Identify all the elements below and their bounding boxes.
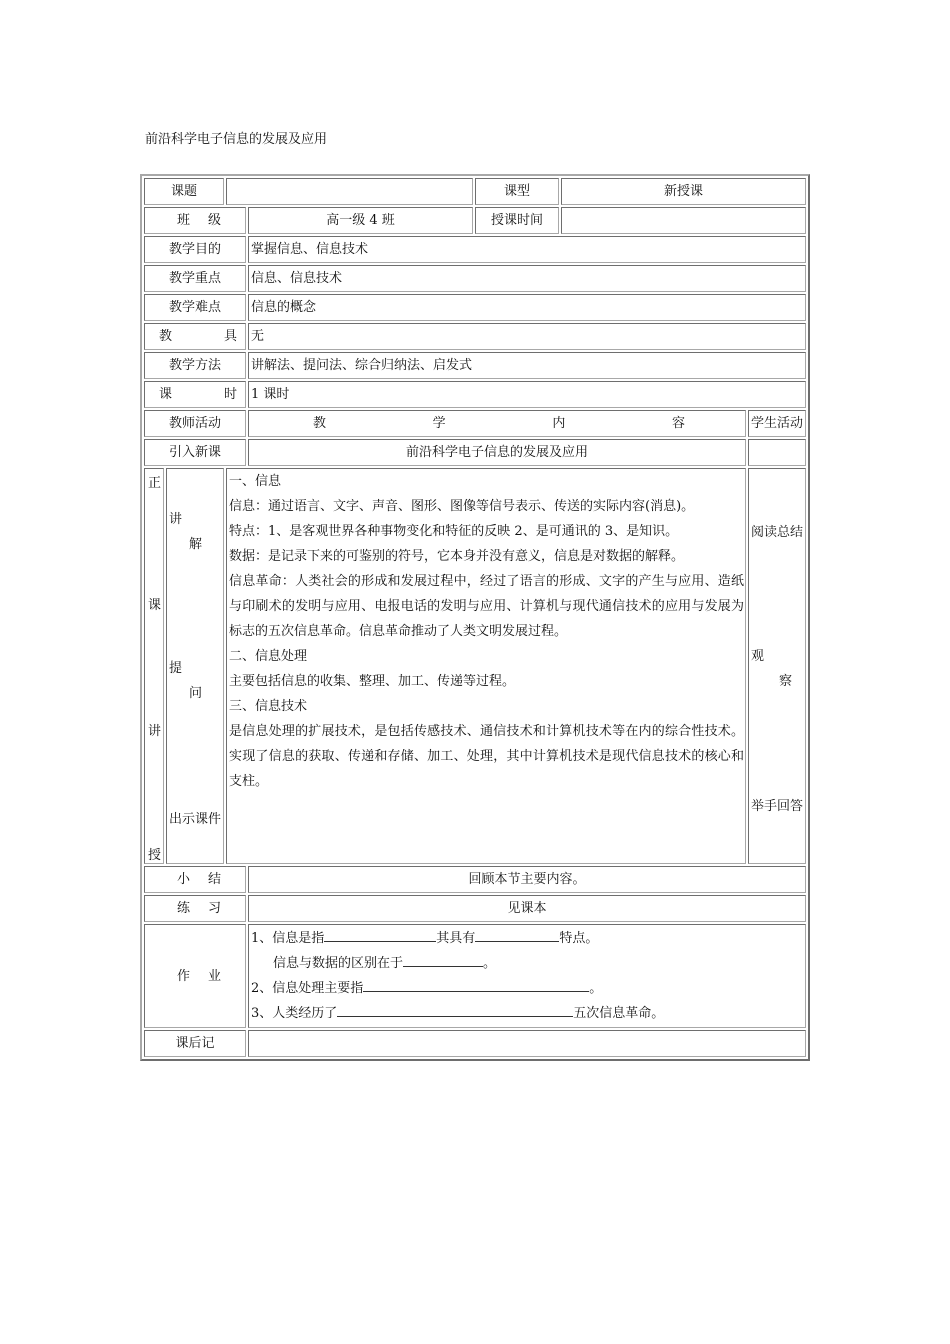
homework-q3-suffix: 五次信息革命。 — [573, 1006, 665, 1021]
homework-q1-sub-prefix: 信息与数据的区别在于 — [273, 956, 404, 971]
practice-label-char-2: 习 — [208, 901, 222, 916]
row-difficulty — [144, 294, 806, 321]
homework-q1-blank-1[interactable] — [324, 927, 436, 942]
lecture-label-char-4: 授 — [148, 848, 162, 863]
step-ask-char-2: 问 — [189, 686, 203, 701]
lecture-heading-technology: 三、信息技术 — [229, 699, 308, 714]
row-goal — [144, 236, 806, 263]
row-tools — [144, 323, 806, 350]
homework-q3-blank[interactable] — [337, 1002, 573, 1017]
topic-label: 课题 — [144, 178, 224, 205]
lecture-heading-info: 一、信息 — [229, 474, 282, 489]
class-label-char-2: 级 — [208, 213, 222, 228]
class-label — [144, 207, 246, 234]
step-show-courseware: 出示课件 — [169, 812, 222, 827]
topic-value — [226, 178, 473, 205]
practice-value: 见课本 — [248, 895, 806, 922]
teaching-content-header — [248, 410, 746, 437]
row-topic — [144, 178, 806, 205]
row-lecture — [144, 468, 806, 864]
hours-value: 1 课时 — [248, 381, 806, 408]
summary-label-char-2: 结 — [208, 872, 222, 887]
student-step-observe-char-2: 察 — [779, 674, 793, 689]
focus-value: 信息、信息技术 — [248, 265, 806, 292]
homework-q2-prefix: 2、信息处理主要指 — [251, 981, 364, 996]
homework-q1-sub — [251, 951, 803, 976]
lecture-info-definition: 信息：通过语言、文字、声音、图形、图像等信号表示、传送的实际内容(消息)。 — [229, 499, 695, 514]
summary-label-char-1: 小 — [177, 872, 191, 887]
student-step-read: 阅读总结 — [751, 525, 804, 540]
intro-value: 前沿科学电子信息的发展及应用 — [248, 439, 746, 466]
step-explain-char-2: 解 — [189, 537, 203, 552]
practice-label-char-1: 练 — [177, 901, 191, 916]
homework-q1-middle: 其具有 — [436, 931, 476, 946]
row-focus — [144, 265, 806, 292]
homework-label — [144, 924, 246, 1028]
homework-q1 — [251, 926, 803, 951]
tools-label — [144, 323, 246, 350]
document-title: 前沿科学电子信息的发展及应用 — [145, 132, 328, 147]
method-value: 讲解法、提问法、综合归纳法、启发式 — [248, 352, 806, 379]
student-activity-header: 学生活动 — [748, 410, 806, 437]
lecture-content — [226, 468, 746, 864]
lecture-vertical-label — [144, 468, 164, 864]
step-explain-char-1: 讲 — [169, 512, 183, 527]
afterword-label: 课后记 — [144, 1030, 246, 1057]
hours-label-char-2: 时 — [224, 387, 238, 402]
difficulty-value: 信息的概念 — [248, 294, 806, 321]
summary-label — [144, 866, 246, 893]
student-step-observe-char-1: 观 — [751, 649, 765, 664]
homework-q2-suffix: 。 — [589, 981, 603, 996]
practice-label — [144, 895, 246, 922]
row-activity-header — [144, 410, 806, 437]
student-step-answer: 举手回答 — [751, 799, 804, 814]
row-homework — [144, 924, 806, 1028]
homework-label-char-2: 业 — [208, 968, 222, 984]
method-label: 教学方法 — [144, 352, 246, 379]
homework-label-char-1: 作 — [177, 968, 191, 984]
lecture-teacher-steps — [166, 468, 224, 864]
afterword-value — [248, 1030, 806, 1057]
lecture-label-char-1: 正 — [148, 476, 162, 491]
homework-q1-sub-suffix: 。 — [483, 956, 497, 971]
tools-label-char-1: 教 — [159, 329, 173, 344]
tools-value: 无 — [248, 323, 806, 350]
homework-q1-sub-blank[interactable] — [403, 952, 483, 967]
hours-label-char-1: 课 — [159, 387, 173, 402]
content-header-char-3: 内 — [552, 416, 566, 431]
tools-label-char-2: 具 — [224, 329, 238, 344]
lecture-data-definition: 数据：是记录下来的可鉴别的符号，它本身并没有意义，信息是对数据的解释。 — [229, 549, 685, 564]
homework-q2 — [251, 976, 803, 1001]
row-afterword — [144, 1030, 806, 1057]
intro-label: 引入新课 — [144, 439, 246, 466]
type-value: 新授课 — [561, 178, 806, 205]
hours-label — [144, 381, 246, 408]
lecture-student-steps — [748, 468, 806, 864]
difficulty-label: 教学难点 — [144, 294, 246, 321]
intro-student — [748, 439, 806, 466]
lecture-info-features: 特点：1、是客观世界各种事物变化和特征的反映 2、是可通讯的 3、是知识。 — [229, 524, 679, 539]
time-value — [561, 207, 806, 234]
focus-label: 教学重点 — [144, 265, 246, 292]
class-label-char-1: 班 — [177, 213, 191, 228]
lecture-processing-text: 主要包括信息的收集、整理、加工、传递等过程。 — [229, 674, 516, 689]
row-method — [144, 352, 806, 379]
homework-q3 — [251, 1001, 803, 1026]
goal-label: 教学目的 — [144, 236, 246, 263]
lecture-technology-text: 是信息处理的扩展技术，是包括传感技术、通信技术和计算机技术等在内的综合性技术。实现了信息的获取、传递和存储、加工、处理，其中计算机技术是现代信息技术的核心和支柱。 — [229, 724, 745, 789]
lecture-heading-processing: 二、信息处理 — [229, 649, 308, 664]
homework-q3-prefix: 3、人类经历了 — [251, 1006, 338, 1021]
homework-content — [248, 924, 806, 1028]
lesson-plan-table — [140, 174, 810, 1061]
homework-q1-prefix: 1、信息是指 — [251, 931, 325, 946]
lecture-info-revolution: 信息革命：人类社会的形成和发展过程中，经过了语言的形成、文字的产生与应用、造纸与印刷术的发明与应用、电报电话的发明与应用、计算机与现代通信技术的应用与发展为标志的五次信息革命。信息革命推动了人类文明发展过程。 — [229, 574, 745, 639]
row-intro — [144, 439, 806, 466]
lecture-label-char-2: 课 — [148, 598, 162, 613]
row-practice — [144, 895, 806, 922]
type-label: 课型 — [475, 178, 559, 205]
row-class — [144, 207, 806, 234]
goal-value: 掌握信息、信息技术 — [248, 236, 806, 263]
homework-q1-suffix: 特点。 — [559, 931, 599, 946]
lecture-label-char-3: 讲 — [148, 724, 162, 739]
row-hours — [144, 381, 806, 408]
summary-value: 回顾本节主要内容。 — [248, 866, 806, 893]
content-header-char-4: 容 — [671, 416, 685, 431]
step-ask-char-1: 提 — [169, 661, 183, 676]
homework-q2-blank[interactable] — [363, 977, 589, 992]
content-header-char-2: 学 — [432, 416, 446, 431]
time-label: 授课时间 — [475, 207, 559, 234]
class-value: 高一级 4 班 — [248, 207, 473, 234]
teacher-activity-header: 教师活动 — [144, 410, 246, 437]
homework-q1-blank-2[interactable] — [475, 927, 559, 942]
row-summary — [144, 866, 806, 893]
content-header-char-1: 教 — [313, 416, 327, 431]
